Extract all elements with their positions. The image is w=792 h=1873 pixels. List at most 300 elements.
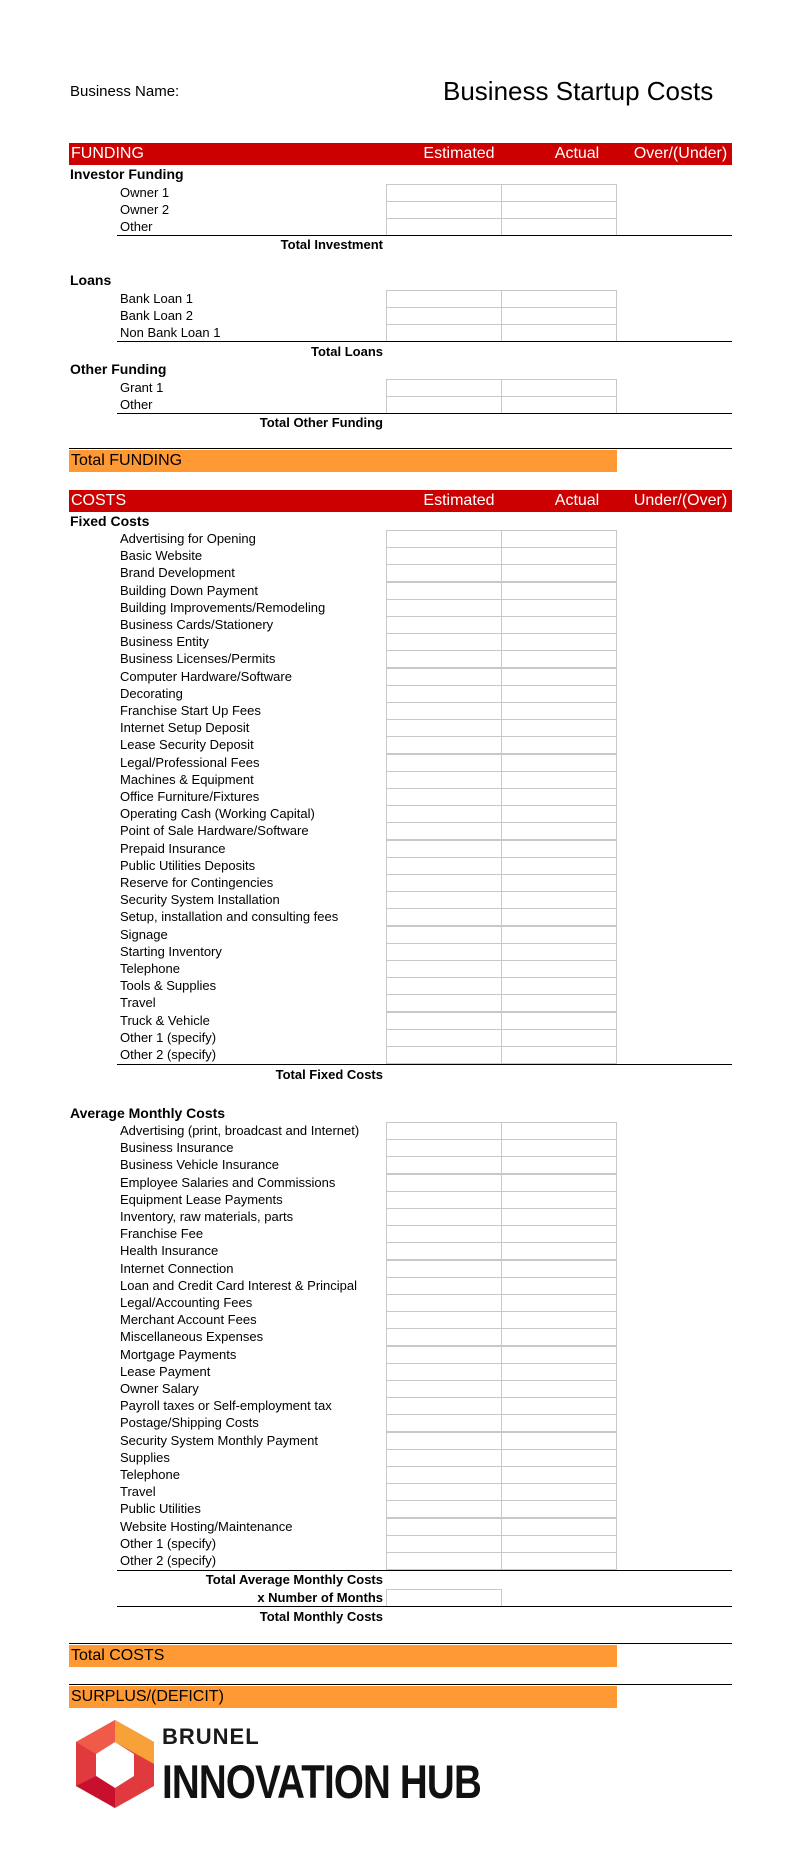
fixed-cost-item-label: Travel <box>120 995 156 1011</box>
fixed-cost-item-estimated-input[interactable] <box>386 1012 502 1030</box>
fixed-cost-item-estimated-input[interactable] <box>386 805 502 823</box>
monthly-cost-item-actual-input[interactable] <box>501 1277 617 1295</box>
total-monthly-costs-label: Total Monthly Costs <box>259 1609 383 1624</box>
fixed-cost-item-estimated-input[interactable] <box>386 547 502 565</box>
total-average-monthly-label: Total Average Monthly Costs <box>205 1572 383 1587</box>
monthly-cost-item-row <box>0 1122 792 1139</box>
monthly-cost-item-actual-input[interactable] <box>501 1535 617 1553</box>
page-title: Business Startup Costs <box>443 76 714 106</box>
fixed-cost-item-row <box>0 926 792 943</box>
monthly-cost-item-label: Equipment Lease Payments <box>120 1191 283 1207</box>
monthly-cost-item-estimated-input[interactable] <box>386 1500 502 1518</box>
monthly-cost-item-row <box>0 1208 792 1225</box>
monthly-cost-item-estimated-input[interactable] <box>386 1535 502 1553</box>
fixed-cost-item-estimated-input[interactable] <box>386 564 502 582</box>
fixed-cost-item-actual-input[interactable] <box>501 908 617 926</box>
monthly-cost-item-estimated-input[interactable] <box>386 1380 502 1398</box>
surplus-divider <box>69 1684 732 1685</box>
monthly-cost-item-estimated-input[interactable] <box>386 1311 502 1329</box>
fixed-cost-item-label: Building Down Payment <box>120 582 259 598</box>
number-of-months-input[interactable] <box>386 1589 502 1607</box>
other-funding-item-row <box>0 396 792 413</box>
fixed-cost-item-estimated-input[interactable] <box>386 977 502 995</box>
other-funding-item-estimated-input[interactable] <box>386 396 502 414</box>
fixed-cost-item-row <box>0 547 792 564</box>
fixed-cost-item-estimated-input[interactable] <box>386 891 502 909</box>
monthly-cost-item-label: Internet Connection <box>120 1260 234 1276</box>
fixed-cost-item-actual-input[interactable] <box>501 702 617 720</box>
monthly-cost-item-row <box>0 1449 792 1466</box>
loan-item-estimated-input[interactable] <box>386 290 502 308</box>
monthly-cost-item-estimated-input[interactable] <box>386 1414 502 1432</box>
fixed-cost-item-row <box>0 994 792 1011</box>
monthly-cost-item-actual-input[interactable] <box>501 1294 617 1312</box>
fixed-cost-item-actual-input[interactable] <box>501 1046 617 1064</box>
fixed-cost-item-actual-input[interactable] <box>501 616 617 634</box>
fixed-cost-item-row <box>0 857 792 874</box>
monthly-cost-item-actual-input[interactable] <box>501 1363 617 1381</box>
other-funding-item-actual-input[interactable] <box>501 379 617 397</box>
monthly-cost-item-actual-input[interactable] <box>501 1156 617 1174</box>
monthly-cost-item-row <box>0 1311 792 1328</box>
monthly-cost-item-row <box>0 1174 792 1191</box>
fixed-cost-item-estimated-input[interactable] <box>386 616 502 634</box>
investor-item-estimated-input[interactable] <box>386 218 502 236</box>
monthly-cost-item-row <box>0 1518 792 1535</box>
fixed-cost-item-label: Reserve for Contingencies <box>120 875 274 890</box>
fixed-cost-item-estimated-input[interactable] <box>386 650 502 668</box>
fixed-cost-item-label: Office Furniture/Fixtures <box>120 789 260 804</box>
monthly-cost-item-row <box>0 1397 792 1414</box>
monthly-cost-item-estimated-input[interactable] <box>386 1483 502 1501</box>
fixed-cost-item-estimated-input[interactable] <box>386 822 502 840</box>
fixed-cost-item-row <box>0 840 792 857</box>
investor-item-actual-input[interactable] <box>501 218 617 236</box>
fixed-cost-item-row <box>0 977 792 994</box>
monthly-cost-item-label: Other 1 (specify) <box>120 1535 217 1551</box>
fixed-cost-item-estimated-input[interactable] <box>386 908 502 926</box>
costs-estimated-header: Estimated <box>423 492 495 509</box>
fixed-cost-item-estimated-input[interactable] <box>386 719 502 737</box>
loan-item-actual-input[interactable] <box>501 307 617 325</box>
fixed-cost-item-estimated-input[interactable] <box>386 960 502 978</box>
loan-item-actual-input[interactable] <box>501 290 617 308</box>
fixed-cost-item-label: Signage <box>120 926 168 942</box>
logo-line1: BRUNEL <box>162 1724 260 1749</box>
fixed-cost-item-estimated-input[interactable] <box>386 599 502 617</box>
fixed-cost-item-estimated-input[interactable] <box>386 1046 502 1064</box>
fixed-cost-item-estimated-input[interactable] <box>386 943 502 961</box>
fixed-cost-item-label: Brand Development <box>120 565 235 581</box>
fixed-cost-item-estimated-input[interactable] <box>386 857 502 875</box>
monthly-cost-item-actual-input[interactable] <box>501 1380 617 1398</box>
fixed-cost-item-actual-input[interactable] <box>501 719 617 737</box>
fixed-cost-item-actual-input[interactable] <box>501 788 617 806</box>
fixed-cost-item-actual-input[interactable] <box>501 582 617 600</box>
business-name-label: Business Name: <box>70 83 180 100</box>
monthly-cost-item-row <box>0 1483 792 1500</box>
fixed-cost-item-actual-input[interactable] <box>501 874 617 892</box>
fixed-cost-item-actual-input[interactable] <box>501 547 617 565</box>
fixed-cost-item-row <box>0 1029 792 1046</box>
fixed-cost-item-actual-input[interactable] <box>501 822 617 840</box>
monthly-cost-item-row <box>0 1500 792 1517</box>
loan-item-estimated-input[interactable] <box>386 307 502 325</box>
fixed-cost-item-actual-input[interactable] <box>501 685 617 703</box>
monthly-costs-divider <box>117 1570 732 1571</box>
fixed-cost-item-actual-input[interactable] <box>501 1012 617 1030</box>
monthly-cost-item-label: Telephone <box>120 1467 180 1482</box>
fixed-cost-item-row <box>0 960 792 977</box>
monthly-cost-item-label: Merchant Account Fees <box>120 1312 257 1328</box>
total-funding-bar <box>69 450 617 472</box>
fixed-cost-item-estimated-input[interactable] <box>386 874 502 892</box>
other-funding-item-label: Grant 1 <box>120 380 164 395</box>
monthly-cost-item-row <box>0 1294 792 1311</box>
fixed-cost-item-estimated-input[interactable] <box>386 994 502 1012</box>
monthly-cost-item-actual-input[interactable] <box>501 1260 617 1278</box>
loan-item-label: Bank Loan 2 <box>120 308 194 324</box>
loan-item-label: Bank Loan 1 <box>120 291 194 306</box>
investor-item-row <box>0 218 792 235</box>
surplus-bar <box>69 1686 617 1708</box>
fixed-cost-item-label: Legal/Professional Fees <box>120 754 260 770</box>
monthly-cost-item-estimated-input[interactable] <box>386 1191 502 1209</box>
monthly-cost-item-label: Mortgage Payments <box>120 1346 237 1362</box>
costs-header-label: COSTS <box>71 492 127 509</box>
monthly-cost-item-estimated-input[interactable] <box>386 1294 502 1312</box>
hexagon-logo-icon <box>72 1718 158 1810</box>
monthly-cost-item-actual-input[interactable] <box>501 1518 617 1536</box>
other-funding-item-actual-input[interactable] <box>501 396 617 414</box>
monthly-cost-item-row <box>0 1225 792 1242</box>
monthly-cost-item-estimated-input[interactable] <box>386 1260 502 1278</box>
fixed-cost-item-row <box>0 668 792 685</box>
fixed-cost-item-label: Business Cards/Stationery <box>120 617 274 632</box>
fixed-cost-item-actual-input[interactable] <box>501 599 617 617</box>
monthly-cost-item-row <box>0 1414 792 1431</box>
monthly-cost-item-label: Public Utilities <box>120 1501 201 1517</box>
investor-divider <box>117 235 732 236</box>
brunel-innovation-hub-logo <box>72 1718 481 1815</box>
fixed-cost-item-estimated-input[interactable] <box>386 582 502 600</box>
monthly-cost-item-row <box>0 1466 792 1483</box>
fixed-cost-item-actual-input[interactable] <box>501 736 617 754</box>
costs-total-divider <box>69 1643 732 1644</box>
fixed-cost-item-row <box>0 788 792 805</box>
monthly-cost-item-row <box>0 1191 792 1208</box>
investor-item-label: Owner 2 <box>120 202 170 218</box>
fixed-cost-item-row <box>0 599 792 616</box>
funding-header <box>69 143 732 165</box>
monthly-cost-item-label: Postage/Shipping Costs <box>120 1415 259 1431</box>
monthly-cost-item-estimated-input[interactable] <box>386 1122 502 1140</box>
investor-funding-title: Investor Funding <box>70 166 184 182</box>
loan-item-row <box>0 307 792 324</box>
monthly-cost-item-estimated-input[interactable] <box>386 1242 502 1260</box>
monthly-cost-item-actual-input[interactable] <box>501 1191 617 1209</box>
fixed-cost-item-label: Tools & Supplies <box>120 978 217 994</box>
monthly-cost-item-estimated-input[interactable] <box>386 1225 502 1243</box>
total-costs-bar <box>69 1645 617 1667</box>
monthly-cost-item-row <box>0 1380 792 1397</box>
costs-header <box>69 490 732 512</box>
costs-variance-header: Under/(Over) <box>633 492 728 509</box>
investor-item-row <box>0 184 792 201</box>
other-funding-item-estimated-input[interactable] <box>386 379 502 397</box>
costs-actual-header: Actual <box>554 492 600 509</box>
monthly-cost-item-row <box>0 1552 792 1569</box>
monthly-cost-item-estimated-input[interactable] <box>386 1449 502 1467</box>
fixed-cost-item-label: Other 2 (specify) <box>120 1047 217 1062</box>
monthly-cost-item-estimated-input[interactable] <box>386 1466 502 1484</box>
fixed-cost-item-row <box>0 805 792 822</box>
fixed-cost-item-actual-input[interactable] <box>501 805 617 823</box>
other-funding-title: Other Funding <box>70 361 167 377</box>
monthly-cost-item-row <box>0 1260 792 1277</box>
monthly-cost-item-row <box>0 1328 792 1345</box>
other-funding-divider <box>117 413 732 414</box>
monthly-cost-item-estimated-input[interactable] <box>386 1328 502 1346</box>
fixed-cost-item-label: Franchise Start Up Fees <box>120 703 261 718</box>
monthly-cost-item-label: Miscellaneous Expenses <box>120 1329 264 1345</box>
funding-total-divider <box>69 448 732 449</box>
fixed-cost-item-estimated-input[interactable] <box>386 840 502 858</box>
fixed-cost-item-actual-input[interactable] <box>501 564 617 582</box>
monthly-cost-item-actual-input[interactable] <box>501 1414 617 1432</box>
fixed-cost-item-label: Building Improvements/Remodeling <box>120 599 326 615</box>
monthly-cost-item-actual-input[interactable] <box>501 1346 617 1364</box>
monthly-cost-item-estimated-input[interactable] <box>386 1363 502 1381</box>
fixed-cost-item-actual-input[interactable] <box>501 771 617 789</box>
monthly-cost-item-row <box>0 1139 792 1156</box>
fixed-cost-item-row <box>0 1012 792 1029</box>
funding-header-label: FUNDING <box>71 145 144 162</box>
fixed-cost-item-actual-input[interactable] <box>501 977 617 995</box>
monthly-cost-item-estimated-input[interactable] <box>386 1156 502 1174</box>
monthly-cost-item-actual-input[interactable] <box>501 1552 617 1570</box>
monthly-cost-item-actual-input[interactable] <box>501 1449 617 1467</box>
fixed-cost-item-row <box>0 633 792 650</box>
monthly-cost-item-label: Payroll taxes or Self-employment tax <box>120 1398 332 1414</box>
monthly-cost-item-label: Website Hosting/Maintenance <box>120 1518 293 1534</box>
fixed-cost-item-row <box>0 822 792 839</box>
fixed-cost-item-estimated-input[interactable] <box>386 633 502 651</box>
monthly-cost-item-label: Franchise Fee <box>120 1226 204 1242</box>
monthly-cost-item-actual-input[interactable] <box>501 1139 617 1157</box>
fixed-cost-item-estimated-input[interactable] <box>386 771 502 789</box>
fixed-cost-item-label: Business Licenses/Permits <box>120 651 276 667</box>
fixed-cost-item-label: Basic Website <box>120 548 203 564</box>
fixed-cost-item-label: Telephone <box>120 961 180 976</box>
fixed-cost-item-row <box>0 874 792 891</box>
logo-line2: INNOVATION HUB <box>162 1755 481 1808</box>
fixed-cost-item-row <box>0 530 792 547</box>
fixed-cost-item-label: Other 1 (specify) <box>120 1029 217 1045</box>
monthly-cost-item-estimated-input[interactable] <box>386 1518 502 1536</box>
other-funding-item-row <box>0 379 792 396</box>
surplus-label: SURPLUS/(DEFICIT) <box>71 1688 224 1705</box>
monthly-cost-item-actual-input[interactable] <box>501 1483 617 1501</box>
fixed-cost-item-estimated-input[interactable] <box>386 754 502 772</box>
fixed-cost-item-label: Security System Installation <box>120 892 280 908</box>
monthly-cost-item-label: Legal/Accounting Fees <box>120 1295 253 1310</box>
fixed-cost-item-label: Public Utilities Deposits <box>120 857 256 873</box>
investor-item-actual-input[interactable] <box>501 201 617 219</box>
monthly-cost-item-actual-input[interactable] <box>501 1432 617 1450</box>
monthly-cost-item-label: Owner Salary <box>120 1381 199 1396</box>
fixed-cost-item-row <box>0 754 792 771</box>
investor-item-label: Other <box>120 219 153 235</box>
fixed-cost-item-label: Computer Hardware/Software <box>120 668 292 684</box>
fixed-cost-item-actual-input[interactable] <box>501 891 617 909</box>
fixed-cost-item-label: Lease Security Deposit <box>120 737 254 753</box>
fixed-cost-item-estimated-input[interactable] <box>386 926 502 944</box>
total-investment-label: Total Investment <box>280 237 383 252</box>
monthly-cost-item-label: Business Insurance <box>120 1140 234 1156</box>
total-loans-label: Total Loans <box>311 344 383 359</box>
monthly-cost-item-estimated-input[interactable] <box>386 1432 502 1450</box>
fixed-cost-item-row <box>0 1046 792 1063</box>
fixed-costs-title: Fixed Costs <box>70 513 150 529</box>
fixed-cost-item-estimated-input[interactable] <box>386 685 502 703</box>
fixed-cost-item-actual-input[interactable] <box>501 650 617 668</box>
fixed-cost-item-estimated-input[interactable] <box>386 668 502 686</box>
monthly-cost-item-label: Employee Salaries and Commissions <box>120 1174 336 1190</box>
fixed-cost-item-row <box>0 582 792 599</box>
fixed-cost-item-estimated-input[interactable] <box>386 1029 502 1047</box>
total-fixed-costs-label: Total Fixed Costs <box>275 1067 383 1082</box>
fixed-cost-item-actual-input[interactable] <box>501 840 617 858</box>
loans-divider <box>117 341 732 342</box>
fixed-cost-item-estimated-input[interactable] <box>386 788 502 806</box>
monthly-cost-item-actual-input[interactable] <box>501 1122 617 1140</box>
fixed-costs-divider <box>117 1064 732 1065</box>
fixed-cost-item-actual-input[interactable] <box>501 994 617 1012</box>
months-divider <box>117 1606 732 1607</box>
number-of-months-label: x Number of Months <box>257 1590 383 1605</box>
monthly-cost-item-row <box>0 1432 792 1449</box>
fixed-cost-item-actual-input[interactable] <box>501 633 617 651</box>
monthly-cost-item-actual-input[interactable] <box>501 1174 617 1192</box>
monthly-cost-item-actual-input[interactable] <box>501 1208 617 1226</box>
fixed-cost-item-actual-input[interactable] <box>501 857 617 875</box>
fixed-cost-item-estimated-input[interactable] <box>386 530 502 548</box>
monthly-cost-item-row <box>0 1363 792 1380</box>
fixed-cost-item-actual-input[interactable] <box>501 668 617 686</box>
monthly-cost-item-row <box>0 1535 792 1552</box>
fixed-cost-item-estimated-input[interactable] <box>386 702 502 720</box>
total-costs-label: Total COSTS <box>71 1647 165 1664</box>
funding-variance-header: Over/(Under) <box>633 145 728 162</box>
monthly-cost-item-actual-input[interactable] <box>501 1242 617 1260</box>
fixed-cost-item-label: Prepaid Insurance <box>120 840 226 856</box>
monthly-cost-item-estimated-input[interactable] <box>386 1552 502 1570</box>
monthly-cost-item-label: Lease Payment <box>120 1363 211 1379</box>
monthly-cost-item-row <box>0 1277 792 1294</box>
fixed-cost-item-actual-input[interactable] <box>501 926 617 944</box>
investor-item-label: Owner 1 <box>120 185 170 200</box>
monthly-cost-item-actual-input[interactable] <box>501 1397 617 1415</box>
fixed-cost-item-row <box>0 685 792 702</box>
loan-item-estimated-input[interactable] <box>386 324 502 342</box>
fixed-cost-item-label: Advertising for Opening <box>120 531 256 546</box>
monthly-cost-item-label: Health Insurance <box>120 1243 219 1259</box>
fixed-cost-item-row <box>0 891 792 908</box>
monthly-cost-item-row <box>0 1156 792 1173</box>
fixed-cost-item-label: Internet Setup Deposit <box>120 720 250 736</box>
fixed-cost-item-label: Decorating <box>120 685 183 701</box>
monthly-cost-item-estimated-input[interactable] <box>386 1208 502 1226</box>
fixed-cost-item-actual-input[interactable] <box>501 1029 617 1047</box>
investor-item-actual-input[interactable] <box>501 184 617 202</box>
loans-title: Loans <box>70 272 112 288</box>
fixed-cost-item-row <box>0 650 792 667</box>
fixed-cost-item-estimated-input[interactable] <box>386 736 502 754</box>
loan-item-row <box>0 290 792 307</box>
monthly-cost-item-estimated-input[interactable] <box>386 1277 502 1295</box>
other-funding-item-label: Other <box>120 397 153 413</box>
total-funding-label: Total FUNDING <box>71 452 183 469</box>
monthly-cost-item-actual-input[interactable] <box>501 1500 617 1518</box>
monthly-cost-item-label: Other 2 (specify) <box>120 1553 217 1568</box>
fixed-cost-item-label: Starting Inventory <box>120 943 222 959</box>
fixed-cost-item-label: Machines & Equipment <box>120 771 254 787</box>
monthly-cost-item-label: Travel <box>120 1484 156 1500</box>
monthly-cost-item-label: Supplies <box>120 1449 170 1465</box>
monthly-cost-item-label: Inventory, raw materials, parts <box>120 1209 294 1224</box>
fixed-cost-item-label: Point of Sale Hardware/Software <box>120 823 309 839</box>
monthly-cost-item-label: Business Vehicle Insurance <box>120 1157 279 1173</box>
fixed-cost-item-row <box>0 736 792 753</box>
monthly-cost-item-row <box>0 1346 792 1363</box>
funding-actual-header: Actual <box>554 145 600 162</box>
fixed-cost-item-row <box>0 771 792 788</box>
fixed-cost-item-row <box>0 564 792 581</box>
fixed-cost-item-row <box>0 702 792 719</box>
fixed-cost-item-label: Operating Cash (Working Capital) <box>120 806 315 822</box>
fixed-cost-item-row <box>0 943 792 960</box>
fixed-cost-item-row <box>0 908 792 925</box>
fixed-cost-item-label: Business Entity <box>120 634 209 650</box>
monthly-cost-item-label: Security System Monthly Payment <box>120 1432 318 1448</box>
fixed-cost-item-row <box>0 616 792 633</box>
funding-estimated-header: Estimated <box>423 145 495 162</box>
loan-item-label: Non Bank Loan 1 <box>120 325 221 341</box>
monthly-cost-item-actual-input[interactable] <box>501 1311 617 1329</box>
investor-item-estimated-input[interactable] <box>386 201 502 219</box>
monthly-cost-item-label: Loan and Credit Card Interest & Principal <box>120 1277 358 1293</box>
fixed-cost-item-label: Setup, installation and consulting fees <box>120 909 339 925</box>
monthly-cost-item-actual-input[interactable] <box>501 1328 617 1346</box>
monthly-cost-item-estimated-input[interactable] <box>386 1397 502 1415</box>
fixed-cost-item-row <box>0 719 792 736</box>
monthly-cost-item-estimated-input[interactable] <box>386 1346 502 1364</box>
monthly-cost-item-estimated-input[interactable] <box>386 1174 502 1192</box>
fixed-cost-item-actual-input[interactable] <box>501 960 617 978</box>
investor-item-estimated-input[interactable] <box>386 184 502 202</box>
monthly-cost-item-actual-input[interactable] <box>501 1466 617 1484</box>
monthly-cost-item-label: Advertising (print, broadcast and Internet) <box>120 1123 360 1138</box>
loan-item-actual-input[interactable] <box>501 324 617 342</box>
fixed-cost-item-actual-input[interactable] <box>501 530 617 548</box>
fixed-cost-item-actual-input[interactable] <box>501 943 617 961</box>
fixed-cost-item-actual-input[interactable] <box>501 754 617 772</box>
monthly-cost-item-actual-input[interactable] <box>501 1225 617 1243</box>
monthly-cost-item-row <box>0 1242 792 1259</box>
monthly-cost-item-estimated-input[interactable] <box>386 1139 502 1157</box>
total-other-funding-label: Total Other Funding <box>259 415 383 430</box>
